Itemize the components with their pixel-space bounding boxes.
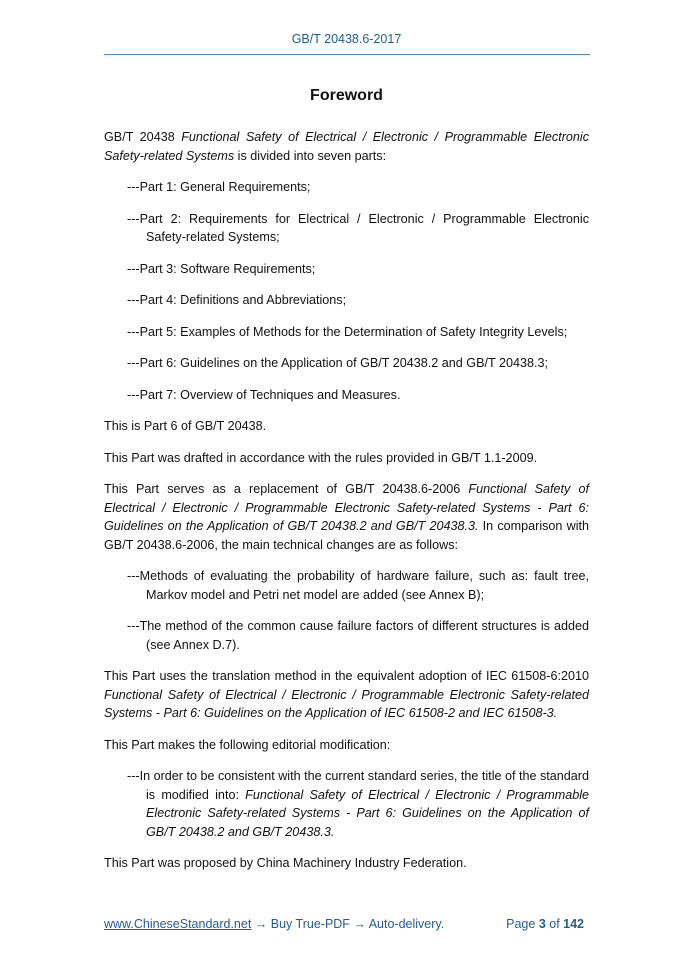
part-item-5: ---Part 5: Examples of Methods for the Determination of Safety Integrity Levels; bbox=[127, 324, 568, 339]
translation-iec-title: Functional Safety of Electrical / Electronic / Programmable Electronic Safety-related Systems - Part 6: Guidelines on the Application of IEC 61508-2 and IEC 61508-3. bbox=[104, 687, 589, 720]
page-title: Foreword bbox=[310, 87, 383, 104]
part-item-3: ---Part 3: Software Requirements; bbox=[127, 261, 316, 276]
change-item-1: ---Methods of evaluating the probability of hardware failure, such as: fault tree, Markov model and Petri net model are added (see Annex B); bbox=[127, 569, 589, 602]
replacement-old-title: Functional Safety of Electrical / Electronic / Programmable Electronic Safety-related Systems - Part 6: Guidelines on the Application of GB/T 20438.2 and GB/T 20438.3. bbox=[104, 482, 589, 533]
part-item-2: ---Part 2: Requirements for Electrical / Electronic / Programmable Electronic Safety-related Systems; bbox=[127, 211, 589, 244]
page-footer bbox=[104, 917, 590, 931]
replacement-lead: This Part serves as a replacement of GB/T 20438.6-2006 bbox=[104, 482, 469, 496]
document-body bbox=[104, 86, 589, 886]
page-label: Page bbox=[506, 917, 539, 931]
intro-tail: is divided into seven parts: bbox=[234, 148, 387, 163]
editorial-new-title: Functional Safety of Electrical / Electronic / Programmable Electronic Safety-related Systems - Part 6: Guidelines on the Application of GB/T 20438.2 and GB/T 20438.3. bbox=[146, 787, 589, 839]
page-current: 3 bbox=[538, 917, 546, 931]
editorial-intro: This Part makes the following editorial modification: bbox=[104, 737, 391, 752]
part-item-7: ---Part 7: Overview of Techniques and Measures. bbox=[127, 387, 401, 402]
proposed-paragraph: This Part was proposed by China Machinery Industry Federation. bbox=[104, 856, 467, 870]
part-item-6: ---Part 6: Guidelines on the Application of GB/T 20438.2 and GB/T 20438.3; bbox=[127, 356, 548, 370]
replacement-tail: In comparison with GB/T 20438.6-2006, the main technical changes are as follows: bbox=[104, 519, 589, 552]
intro-lead: GB/T 20438 bbox=[104, 130, 182, 144]
replacement-paragraph bbox=[104, 480, 589, 554]
part-item-4: ---Part 4: Definitions and Abbreviations; bbox=[127, 293, 347, 307]
footer-promo: → Buy True-PDF → Auto-delivery. bbox=[251, 917, 445, 931]
page-indicator bbox=[506, 917, 584, 931]
part-statement: This is Part 6 of GB/T 20438. bbox=[104, 419, 267, 433]
part-item-1: ---Part 1: General Requirements; bbox=[127, 180, 311, 194]
header-divider bbox=[104, 54, 590, 55]
header-standard-code: GB/T 20438.6-2017 bbox=[291, 32, 402, 46]
intro-series-title: Functional Safety of Electrical / Electronic / Programmable Electronic Safety-related Systems bbox=[104, 130, 589, 163]
page-of: of bbox=[545, 917, 564, 931]
editorial-item bbox=[127, 767, 589, 841]
editorial-lead: ---In order to be consistent with the current standard series, the title of the standard is modified into: bbox=[127, 769, 590, 802]
translation-paragraph bbox=[104, 667, 589, 723]
change-item-2: ---The method of the common cause failure factors of different structures is added (see Annex D.7). bbox=[127, 619, 589, 652]
website-link[interactable]: www.ChineseStandard.net bbox=[104, 917, 252, 931]
translation-lead: This Part uses the translation method in the equivalent adoption of IEC 61508-6:2010 bbox=[104, 669, 589, 683]
intro-paragraph bbox=[104, 128, 589, 165]
drafting-rules-paragraph: This Part was drafted in accordance with the rules provided in GB/T 1.1-2009. bbox=[104, 450, 538, 465]
page-total: 142 bbox=[563, 917, 584, 931]
